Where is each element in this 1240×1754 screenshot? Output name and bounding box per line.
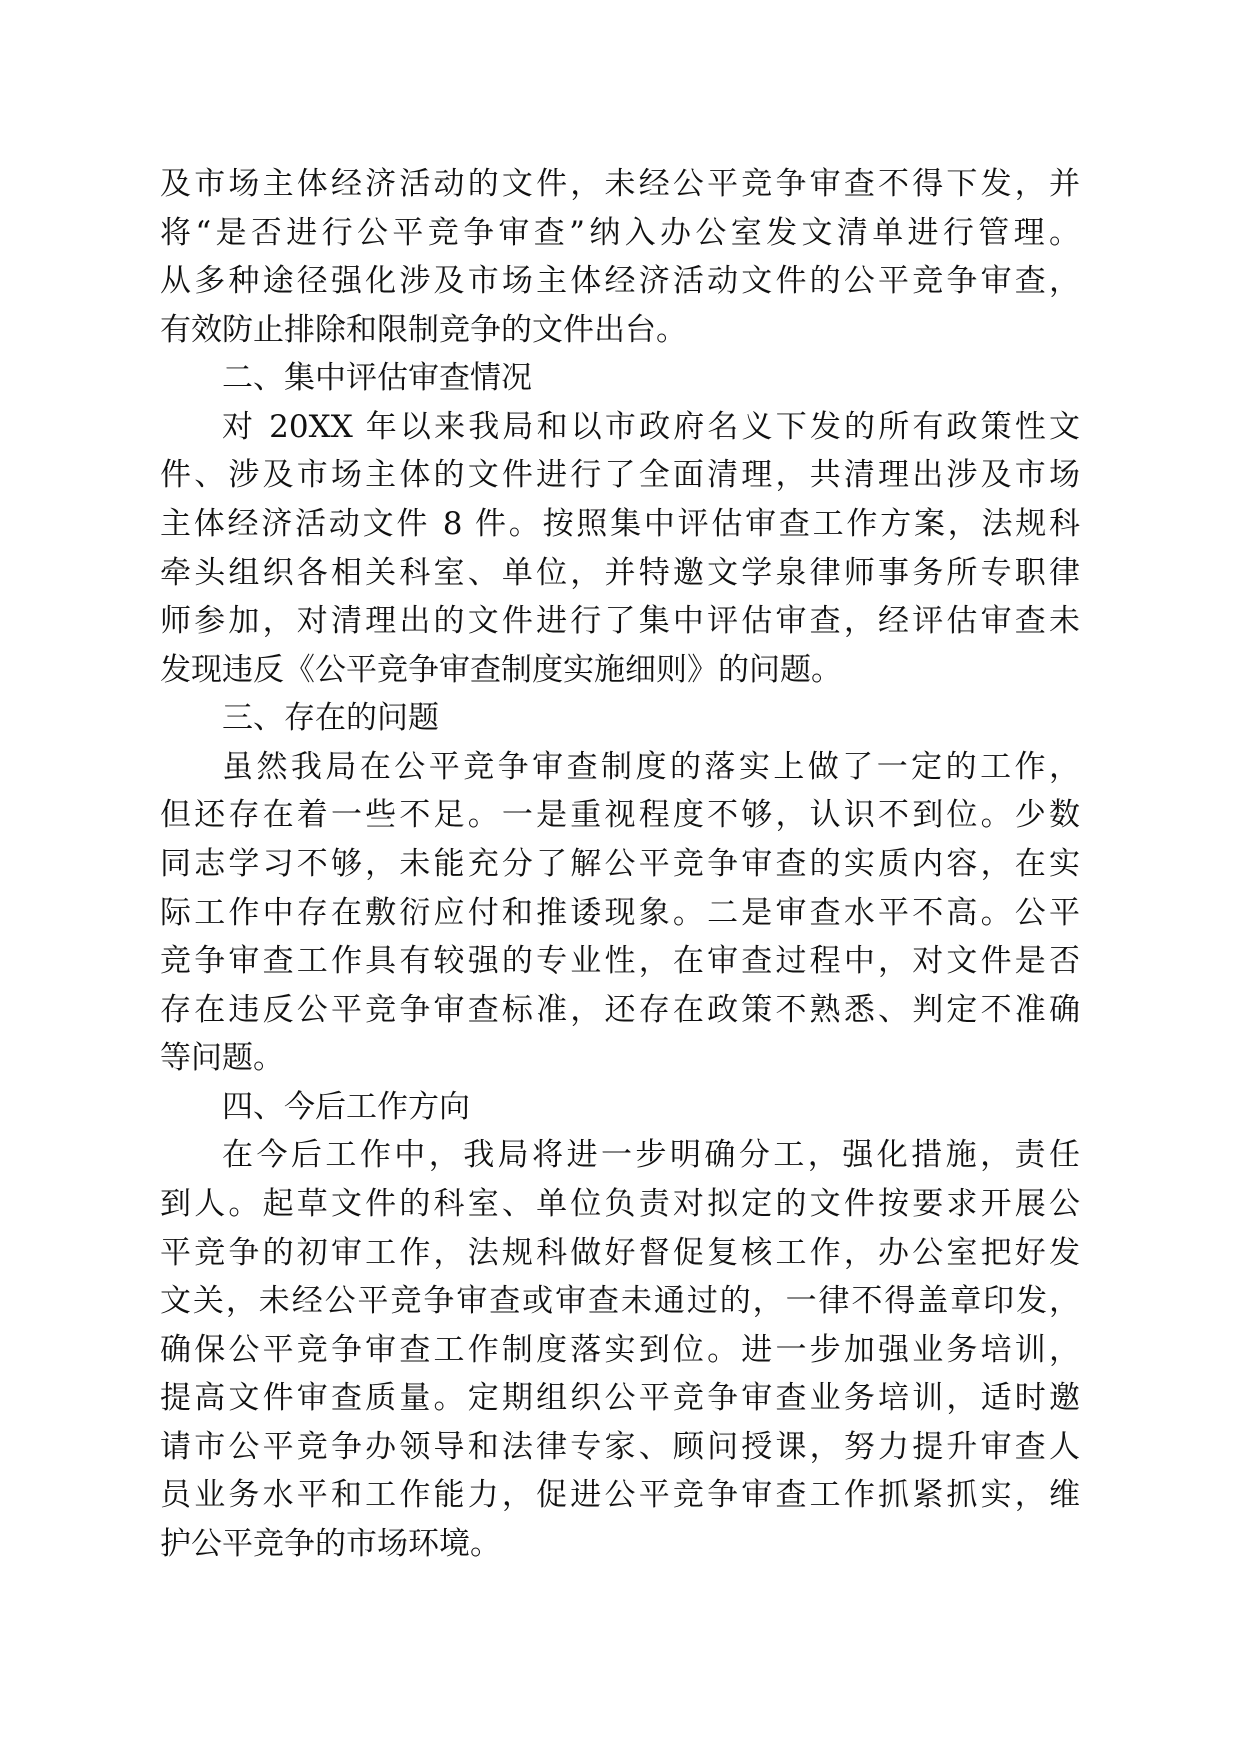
paragraph-line: 竞争审查工作具有较强的专业性，在审查过程中，对文件是否: [160, 943, 1080, 979]
paragraph-line: 主体经济活动文件 8 件。按照集中评估审查工作方案，法规科: [160, 506, 1080, 542]
paragraph-line: 牵头组织各相关科室、单位，并特邀文学泉律师事务所专职律: [160, 555, 1080, 591]
paragraph-line: 确保公平竞争审查工作制度落实到位。进一步加强业务培训，: [160, 1332, 1080, 1368]
paragraph-line: 虽然我局在公平竞争审查制度的落实上做了一定的工作，: [222, 749, 1080, 785]
paragraph-line: 平竞争的初审工作，法规科做好督促复核工作，办公室把好发: [160, 1235, 1080, 1271]
paragraph-line: 将“是否进行公平竞争审查”纳入办公室发文清单进行管理。: [160, 215, 1080, 251]
section-heading: 三、存在的问题: [222, 700, 439, 736]
paragraph-line: 请市公平竞争办领导和法律专家、顾问授课，努力提升审查人: [160, 1429, 1080, 1465]
paragraph-line: 同志学习不够，未能充分了解公平竞争审查的实质内容，在实: [160, 846, 1080, 882]
paragraph-line: 从多种途径强化涉及市场主体经济活动文件的公平竞争审查，: [160, 263, 1080, 299]
paragraph-line: 到人。起草文件的科室、单位负责对拟定的文件按要求开展公: [160, 1186, 1080, 1222]
paragraph-line: 对 20XX 年以来我局和以市政府名义下发的所有政策性文: [222, 409, 1080, 445]
section-heading: 二、集中评估审查情况: [222, 360, 532, 396]
paragraph-line: 及市场主体经济活动的文件，未经公平竞争审查不得下发，并: [160, 166, 1080, 202]
paragraph-line: 存在违反公平竞争审查标准，还存在政策不熟悉、判定不准确: [160, 992, 1080, 1028]
paragraph-line: 有效防止排除和限制竞争的文件出台。: [160, 312, 687, 348]
paragraph-line: 等问题。: [160, 1040, 284, 1076]
paragraph-line: 护公平竞争的市场环境。: [160, 1526, 501, 1562]
paragraph-line: 在今后工作中，我局将进一步明确分工，强化措施，责任: [222, 1137, 1080, 1173]
paragraph-line: 但还存在着一些不足。一是重视程度不够，认识不到位。少数: [160, 797, 1080, 833]
paragraph-line: 师参加，对清理出的文件进行了集中评估审查，经评估审查未: [160, 603, 1080, 639]
paragraph-line: 员业务水平和工作能力，促进公平竞争审查工作抓紧抓实，维: [160, 1477, 1080, 1513]
paragraph-line: 际工作中存在敷衍应付和推诿现象。二是审查水平不高。公平: [160, 895, 1080, 931]
paragraph-line: 文关，未经公平竞争审查或审查未通过的，一律不得盖章印发，: [160, 1283, 1080, 1319]
paragraph-line: 件、涉及市场主体的文件进行了全面清理，共清理出涉及市场: [160, 457, 1080, 493]
section-heading: 四、今后工作方向: [222, 1089, 470, 1125]
paragraph-line: 提高文件审查质量。定期组织公平竞争审查业务培训，适时邀: [160, 1380, 1080, 1416]
paragraph-line: 发现违反《公平竞争审查制度实施细则》的问题。: [160, 652, 842, 688]
